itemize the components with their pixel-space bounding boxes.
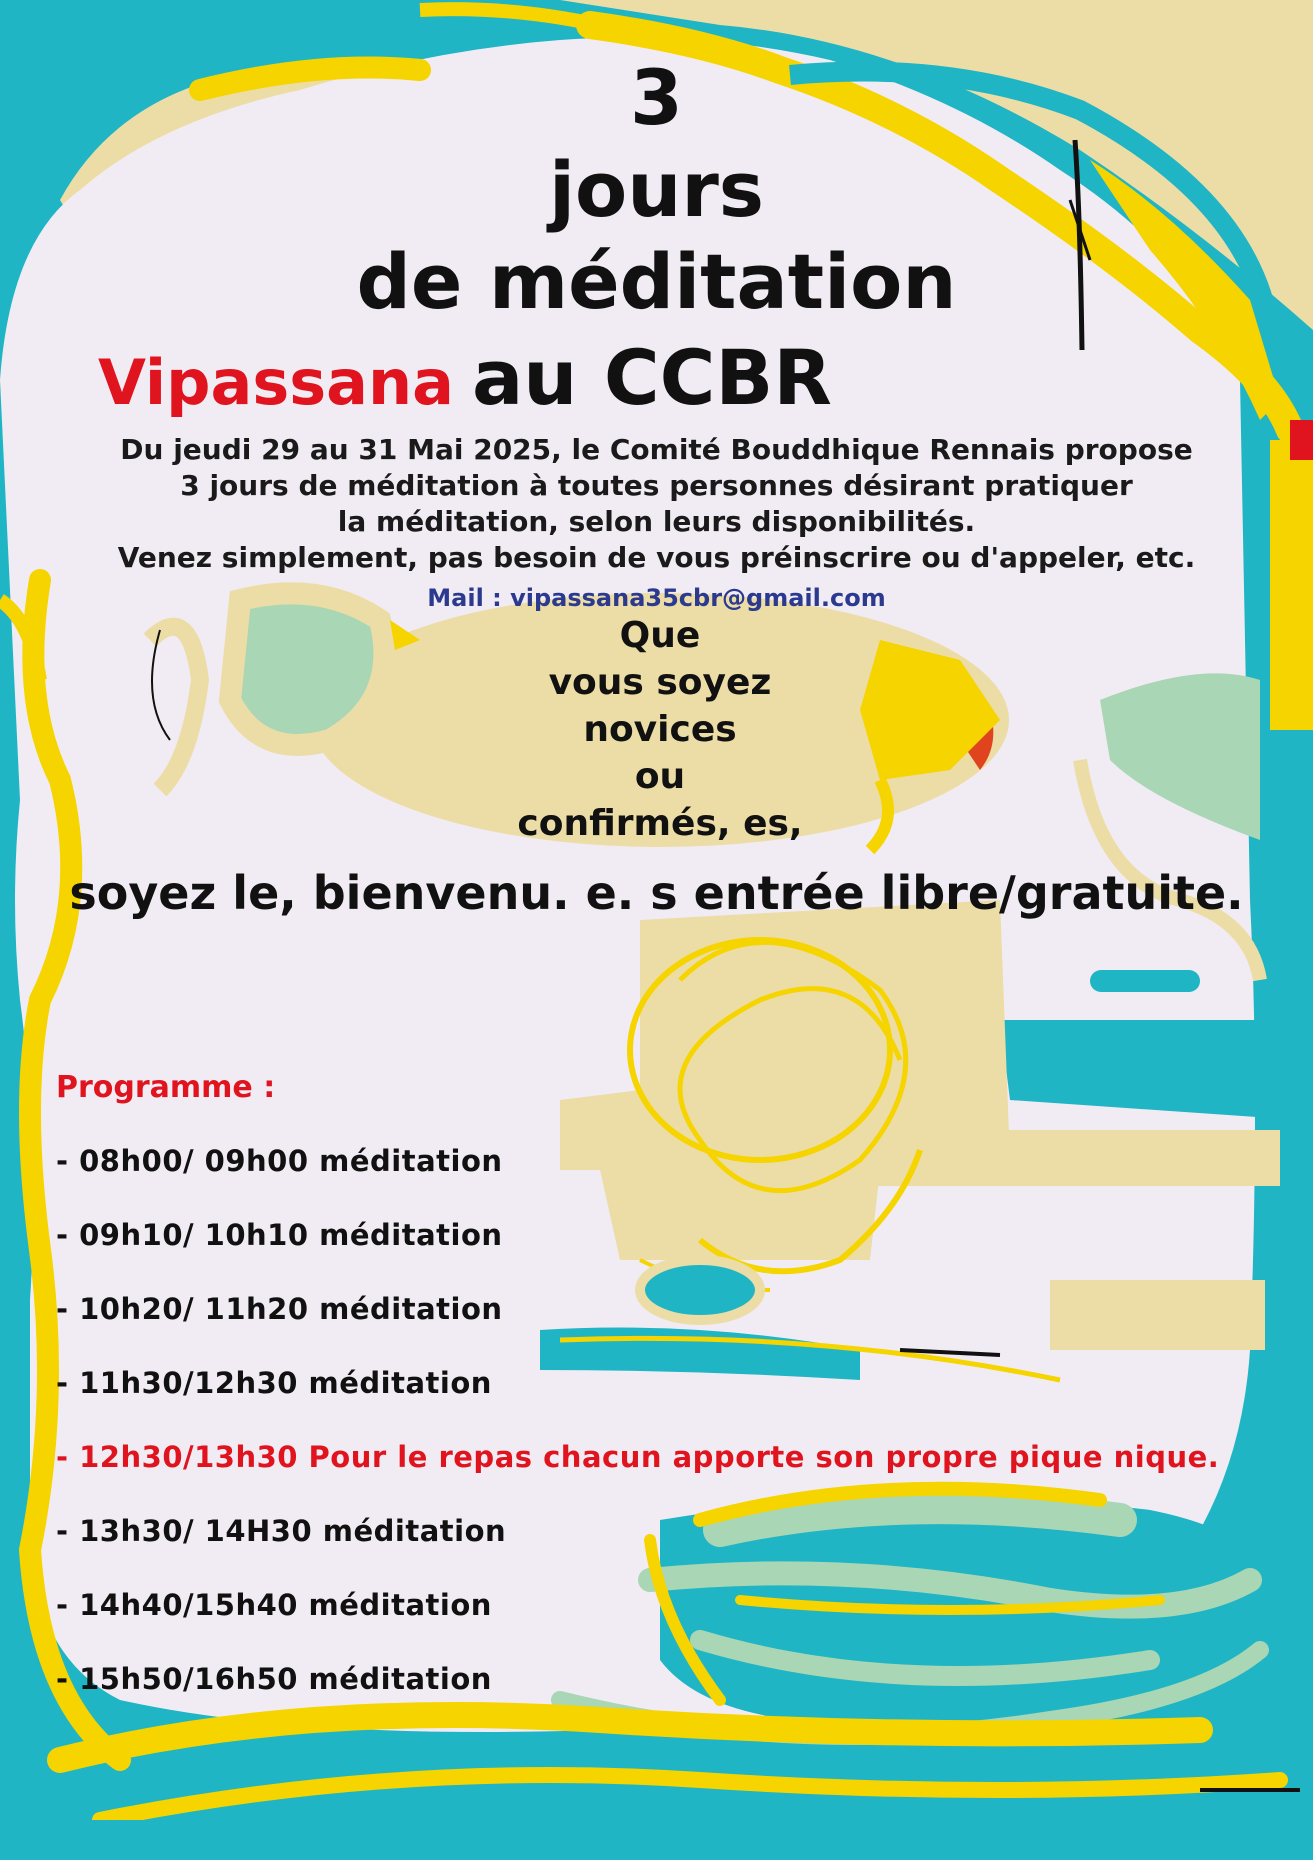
bubble-line: ou [634,756,686,797]
title-number: 3 [630,53,683,142]
contact-email[interactable]: Mail : vipassana35cbr@gmail.com [427,584,886,612]
title-au-ccbr: au CCBR [472,333,832,422]
welcome-bubble [430,612,890,847]
intro-line: 3 jours de méditation à toutes personnes désirant pratiquer [180,469,1133,502]
intro-paragraph [0,432,1313,576]
programme-item-lunch: - 12h30/13h30 Pour le repas chacun apporte son propre pique nique. [56,1440,1220,1474]
intro-line: Du jeudi 29 au 31 Mai 2025, le Comité Bouddhique Rennais propose [120,433,1193,466]
title-jours: jours [548,145,765,234]
programme-item: - 10h20/ 11h20 méditation [56,1292,503,1326]
programme-item: - 09h10/ 10h10 méditation [56,1218,503,1252]
programme-item: - 14h40/15h40 méditation [56,1588,492,1622]
title-vipassana: Vipassana [98,346,454,419]
bubble-line: Que [619,615,701,656]
title-meditation: de méditation [356,237,957,326]
bubble-line: confirmés, es, [517,803,803,844]
welcome-banner: soyez le, bienvenu. e. s entrée libre/gratuite. [69,866,1244,920]
intro-line: Venez simplement, pas besoin de vous préinscrire ou d'appeler, etc. [117,541,1196,574]
programme-title: Programme : [56,1070,276,1105]
title-vipassana-line [98,333,1198,422]
programme-item: - 11h30/12h30 méditation [56,1366,492,1400]
programme-item: - 15h50/16h50 méditation [56,1662,492,1696]
bubble-line: novices [583,709,737,750]
intro-line: la méditation, selon leurs disponibilités. [337,505,976,538]
programme-item: - 13h30/ 14H30 méditation [56,1514,507,1548]
programme-item: - 08h00/ 09h00 méditation [56,1144,503,1178]
bubble-line: vous soyez [548,662,772,703]
